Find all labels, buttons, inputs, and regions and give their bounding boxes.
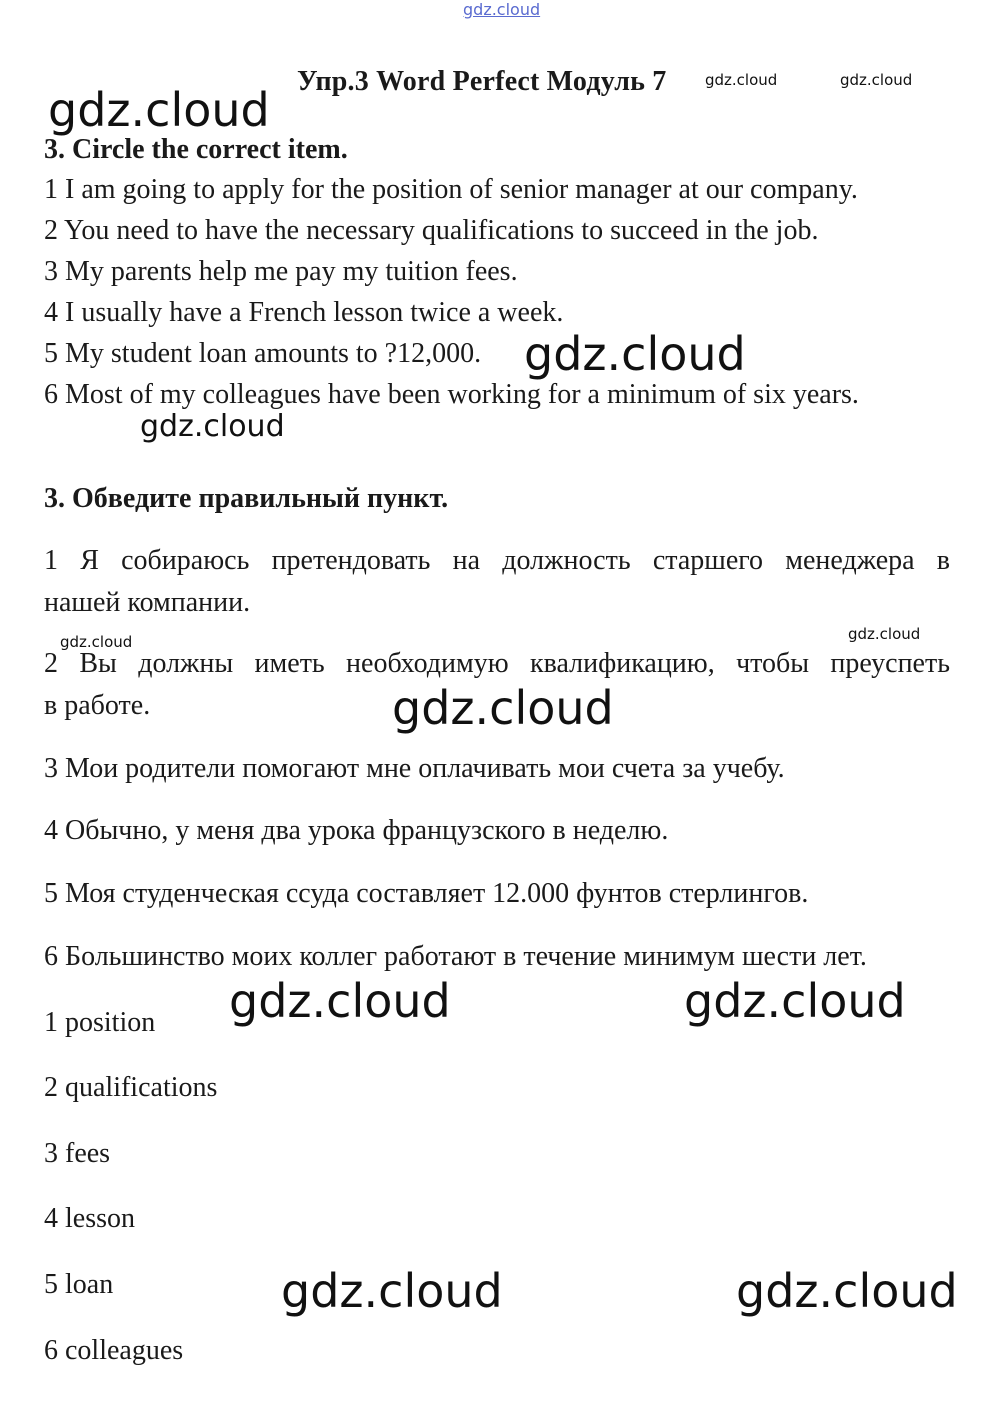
russian-item-1-line-1: 1 Я собираюсь претендовать на должность старшего менеджера в xyxy=(44,545,950,576)
watermark: gdz.cloud xyxy=(736,1264,958,1318)
russian-item-5: 5 Моя студенческая ссуда составляет 12.000 фунтов стерлингов. xyxy=(44,878,809,909)
answer-6: 6 colleagues xyxy=(44,1335,184,1366)
russian-item-2-line-1: 2 Вы должны иметь необходимую квалификацию, чтобы преуспеть xyxy=(44,648,950,679)
russian-item-4: 4 Обычно, у меня два урока французского в неделю. xyxy=(44,815,669,846)
answer-1: 1 position xyxy=(44,1007,156,1038)
watermark: gdz.cloud xyxy=(48,83,270,137)
watermark: gdz.cloud xyxy=(392,681,614,735)
english-line-5: 5 My student loan amounts to ?12,000. xyxy=(44,338,482,369)
answer-2: 2 qualifications xyxy=(44,1072,218,1103)
watermark: gdz.cloud xyxy=(524,327,746,381)
watermark: gdz.cloud xyxy=(229,974,451,1028)
english-line-1: 1 I am going to apply for the position of senior manager at our company. xyxy=(44,174,858,205)
english-line-4: 4 I usually have a French lesson twice a week. xyxy=(44,297,564,328)
watermark: gdz.cloud xyxy=(684,974,906,1028)
english-line-6: 6 Most of my colleagues have been working for a minimum of six years. xyxy=(44,379,859,410)
answer-5: 5 loan xyxy=(44,1269,114,1300)
watermark: gdz.cloud xyxy=(281,1264,503,1318)
watermark: gdz.cloud xyxy=(848,625,921,643)
watermark: gdz.cloud xyxy=(705,71,778,89)
russian-item-1-line-2: нашей компании. xyxy=(44,587,251,618)
russian-heading: 3. Обведите правильный пункт. xyxy=(44,483,449,514)
top-watermark-link[interactable]: gdz.cloud xyxy=(463,0,541,19)
russian-item-3: 3 Мои родители помогают мне оплачивать мои счета за учебу. xyxy=(44,753,785,784)
english-heading: 3. Circle the correct item. xyxy=(44,134,348,165)
russian-item-2-line-2: в работе. xyxy=(44,690,151,721)
watermark: gdz.cloud xyxy=(140,409,285,444)
english-line-2: 2 You need to have the necessary qualifications to succeed in the job. xyxy=(44,215,819,246)
watermark: gdz.cloud xyxy=(60,633,133,651)
answer-4: 4 lesson xyxy=(44,1203,135,1234)
page-title: Упр.3 Word Perfect Модуль 7 xyxy=(297,66,667,97)
russian-item-6: 6 Большинство моих коллег работают в течение минимум шести лет. xyxy=(44,941,867,972)
english-line-3: 3 My parents help me pay my tuition fees. xyxy=(44,256,518,287)
answer-3: 3 fees xyxy=(44,1138,111,1169)
watermark: gdz.cloud xyxy=(840,71,913,89)
